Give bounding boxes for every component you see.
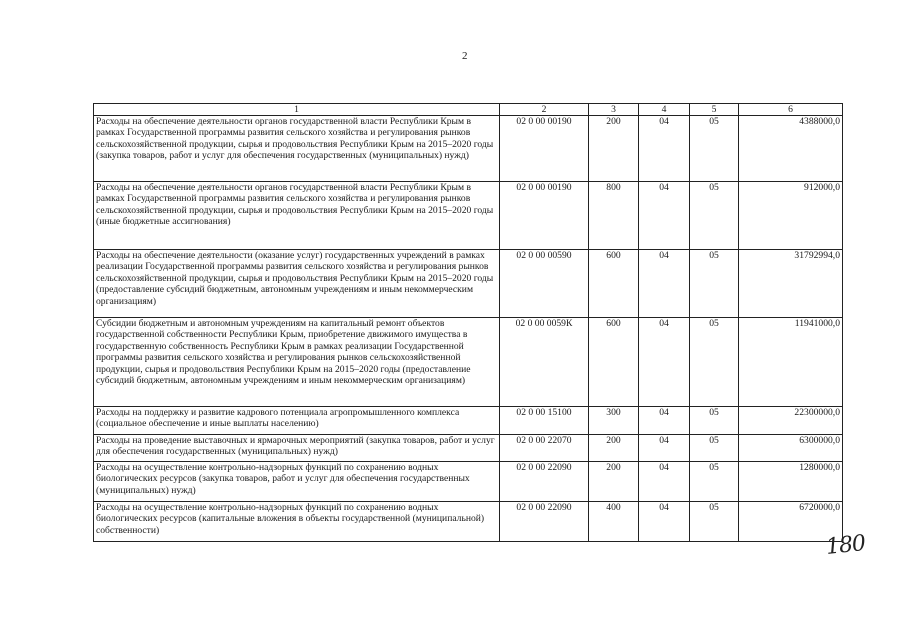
handwritten-page-number: 180	[824, 531, 867, 560]
row-code: 02 0 00 22070	[500, 435, 589, 462]
row-description: Расходы на осуществление контрольно-надзорных функций по сохранению водных биологических ресурсов (капитальные вложения в объекты государственной (муниципальной) собственности)	[94, 502, 500, 542]
row-subsection: 05	[690, 435, 739, 462]
row-amount: 6720000,0	[739, 502, 843, 542]
row-amount: 11941000,0	[739, 318, 843, 407]
table-row	[94, 462, 843, 502]
table-row	[94, 250, 843, 318]
row-subsection: 05	[690, 182, 739, 250]
row-code: 02 0 00 15100	[500, 407, 589, 435]
row-expense-type: 600	[589, 250, 639, 318]
header-col-2: 2	[500, 104, 589, 116]
row-expense-type: 300	[589, 407, 639, 435]
row-amount: 22300000,0	[739, 407, 843, 435]
row-expense-type: 200	[589, 116, 639, 182]
row-expense-type: 800	[589, 182, 639, 250]
row-code: 02 0 00 22090	[500, 462, 589, 502]
header-col-6: 6	[739, 104, 843, 116]
row-description: Расходы на обеспечение деятельности органов государственной власти Республики Крым в рамках Государственной программы развития сельского хозяйства и регулирования рынков сельскохозяйственной продукции, сырья и продовольствия Республики Крым на 2015–2020 годы (закупка товаров, работ и услуг для обеспечения государственных (муниципальных) нужд)	[94, 116, 500, 182]
row-code: 02 0 00 00190	[500, 116, 589, 182]
row-expense-type: 400	[589, 502, 639, 542]
row-amount: 1280000,0	[739, 462, 843, 502]
row-description: Субсидии бюджетным и автономным учреждениям на капитальный ремонт объектов государственной собственности Республики Крым, приобретение движимого имущества в государственную собственность Республики Крым в рамках реализации Государственной программы развития сельского хозяйства и регулирования рынков сельскохозяйственной продукции, сырья и продовольствия Республики Крым на 2015–2020 годы (предоставление субсидий бюджетным, автономным учреждениям и иным некоммерческим организациям)	[94, 318, 500, 407]
row-subsection: 05	[690, 502, 739, 542]
row-subsection: 05	[690, 462, 739, 502]
row-amount: 912000,0	[739, 182, 843, 250]
row-section: 04	[639, 407, 690, 435]
header-col-5: 5	[690, 104, 739, 116]
row-subsection: 05	[690, 318, 739, 407]
row-code: 02 0 00 0059К	[500, 318, 589, 407]
row-expense-type: 600	[589, 318, 639, 407]
budget-table	[93, 103, 843, 542]
header-col-1: 1	[94, 104, 500, 116]
row-subsection: 05	[690, 250, 739, 318]
table-header-row	[94, 104, 843, 116]
table-row	[94, 407, 843, 435]
row-section: 04	[639, 116, 690, 182]
row-code: 02 0 00 22090	[500, 502, 589, 542]
header-col-4: 4	[639, 104, 690, 116]
row-section: 04	[639, 435, 690, 462]
row-section: 04	[639, 502, 690, 542]
row-amount: 6300000,0	[739, 435, 843, 462]
table-row	[94, 318, 843, 407]
row-amount: 31792994,0	[739, 250, 843, 318]
table-row	[94, 435, 843, 462]
row-section: 04	[639, 318, 690, 407]
header-col-3: 3	[589, 104, 639, 116]
page-number: 2	[462, 50, 468, 62]
row-section: 04	[639, 462, 690, 502]
row-description: Расходы на осуществление контрольно-надзорных функций по сохранению водных биологических ресурсов (закупка товаров, работ и услуг для обеспечения государственных (муниципальных) нужд)	[94, 462, 500, 502]
row-amount: 4388000,0	[739, 116, 843, 182]
row-section: 04	[639, 250, 690, 318]
row-subsection: 05	[690, 407, 739, 435]
row-code: 02 0 00 00190	[500, 182, 589, 250]
row-description: Расходы на поддержку и развитие кадрового потенциала агропромышленного комплекса (социальное обеспечение и иные выплаты населению)	[94, 407, 500, 435]
table-row	[94, 116, 843, 182]
row-code: 02 0 00 00590	[500, 250, 589, 318]
row-description: Расходы на проведение выставочных и ярмарочных мероприятий (закупка товаров, работ и услуг для обеспечения государственных (муниципальных) нужд)	[94, 435, 500, 462]
row-expense-type: 200	[589, 435, 639, 462]
row-description: Расходы на обеспечение деятельности органов государственной власти Республики Крым в рамках Государственной программы развития сельского хозяйства и регулирования рынков сельскохозяйственной продукции, сырья и продовольствия Республики Крым на 2015–2020 годы (иные бюджетные ассигнования)	[94, 182, 500, 250]
row-expense-type: 200	[589, 462, 639, 502]
row-description: Расходы на обеспечение деятельности (оказание услуг) государственных учреждений в рамках реализации Государственной программы развития сельского хозяйства и регулирования рынков сельскохозяйственной продукции, сырья и продовольствия Республики Крым на 2015–2020 годы (предоставление субсидий бюджетным, автономным учреждениям и иным некоммерческим организациям)	[94, 250, 500, 318]
table-row	[94, 502, 843, 542]
table-row	[94, 182, 843, 250]
row-section: 04	[639, 182, 690, 250]
row-subsection: 05	[690, 116, 739, 182]
